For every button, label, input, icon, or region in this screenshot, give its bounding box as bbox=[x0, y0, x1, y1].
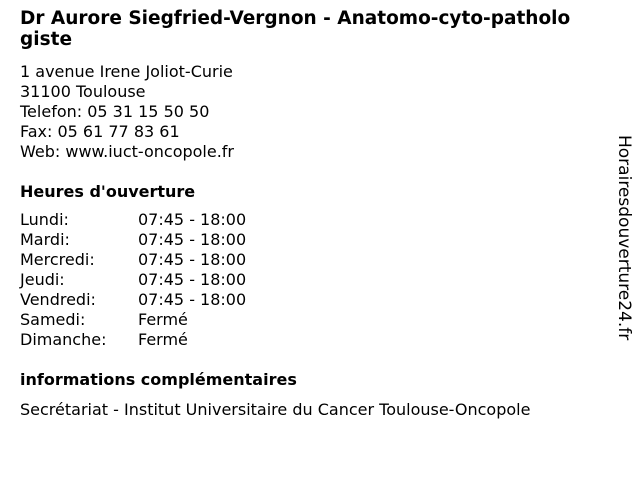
day-label: Lundi: bbox=[20, 210, 69, 229]
hours-row-tuesday bbox=[20, 230, 600, 250]
day-label: Mardi: bbox=[20, 230, 70, 249]
fax-number: Fax: 05 61 77 83 61 bbox=[20, 122, 180, 141]
day-label: Mercredi: bbox=[20, 250, 95, 269]
day-hours: 07:45 - 18:00 bbox=[138, 210, 247, 229]
hours-heading: Heures d'ouverture bbox=[20, 182, 196, 201]
day-label: Jeudi: bbox=[20, 270, 65, 289]
info-text: Secrétariat - Institut Universitaire du Cancer Toulouse-Oncopole bbox=[20, 400, 531, 419]
day-hours: 07:45 - 18:00 bbox=[138, 250, 247, 269]
day-label: Dimanche: bbox=[20, 330, 107, 349]
phone-number: Telefon: 05 31 15 50 50 bbox=[20, 102, 210, 121]
day-hours: 07:45 - 18:00 bbox=[138, 230, 247, 249]
info-heading: informations complémentaires bbox=[20, 370, 297, 389]
listing-card bbox=[20, 8, 600, 420]
hours-row-thursday bbox=[20, 270, 600, 290]
day-label: Samedi: bbox=[20, 310, 86, 329]
site-watermark: Horairesdouverture24.fr bbox=[614, 135, 634, 341]
website: Web: www.iuct-oncopole.fr bbox=[20, 142, 235, 161]
hours-row-sunday bbox=[20, 330, 600, 350]
day-label: Vendredi: bbox=[20, 290, 96, 309]
hours-row-monday bbox=[20, 210, 600, 230]
day-hours: 07:45 - 18:00 bbox=[138, 290, 247, 309]
city-address: 31100 Toulouse bbox=[20, 82, 146, 101]
hours-row-saturday bbox=[20, 310, 600, 330]
address-block bbox=[20, 62, 600, 162]
doctor-title: Dr Aurore Siegfried-Vergnon - Anatomo-cyto-pathologiste bbox=[20, 8, 571, 50]
day-hours: 07:45 - 18:00 bbox=[138, 270, 247, 289]
day-hours: Fermé bbox=[138, 330, 188, 349]
hours-row-friday bbox=[20, 290, 600, 310]
day-hours: Fermé bbox=[138, 310, 188, 329]
hours-table bbox=[20, 210, 600, 350]
hours-row-wednesday bbox=[20, 250, 600, 270]
street-address: 1 avenue Irene Joliot-Curie bbox=[20, 62, 233, 81]
